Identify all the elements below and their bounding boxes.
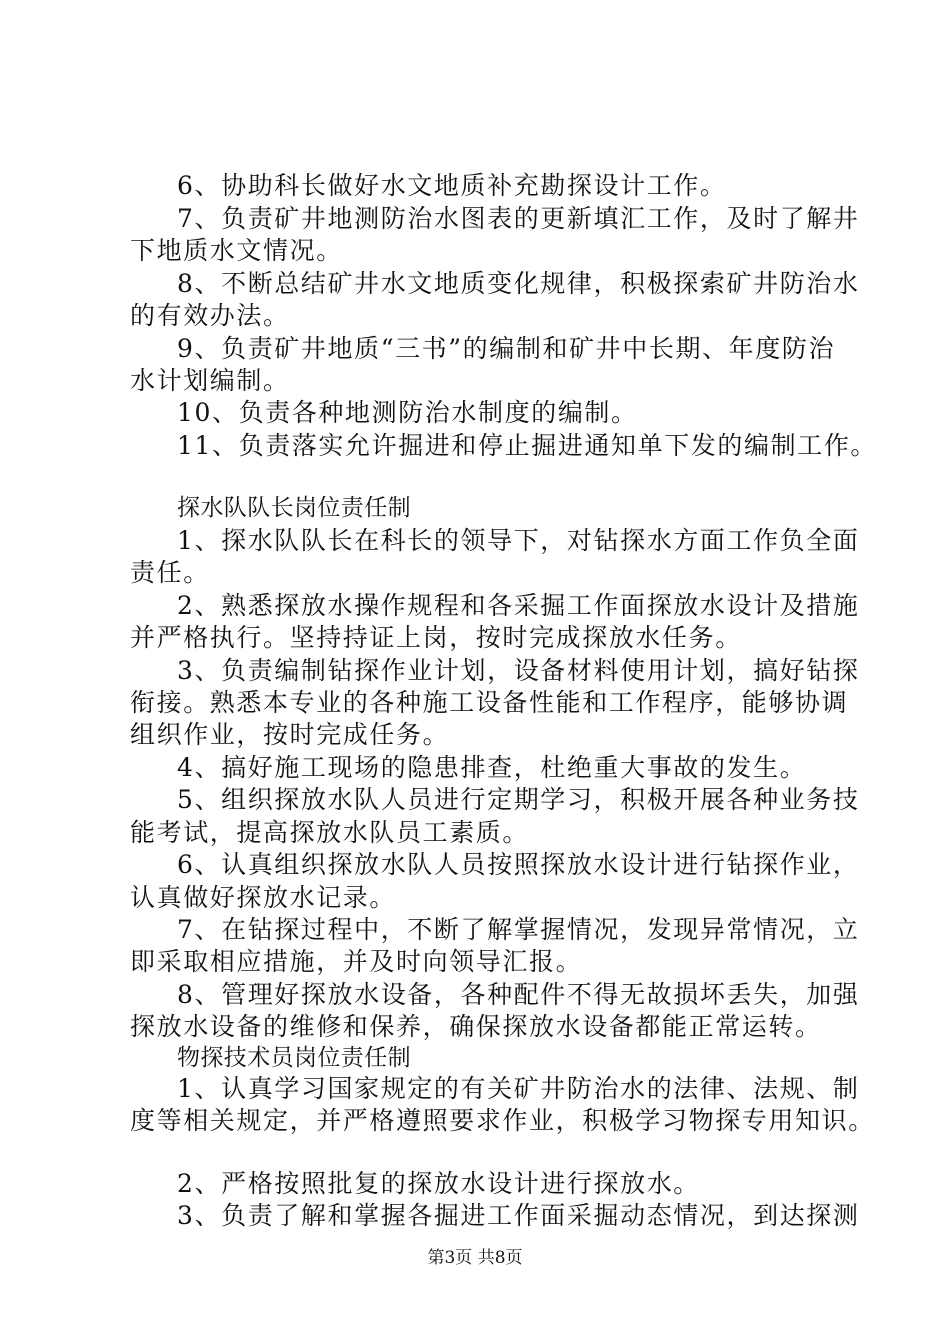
- section-heading: 物探技术员岗位责任制: [177, 1045, 411, 1071]
- text-line: 即采取相应措施，并及时向领导汇报。: [130, 947, 583, 976]
- text-line: 8、不断总结矿井水文地质变化规律，积极探索矿井防治水: [177, 269, 860, 298]
- text-line: 2、熟悉探放水操作规程和各采掘工作面探放水设计及措施: [177, 591, 860, 620]
- text-line: 9、负责矿井地质“三书”的编制和矿井中长期、年度防治: [177, 334, 836, 363]
- text-line: 下地质水文情况。: [130, 236, 343, 265]
- text-line: 水计划编制。: [130, 366, 290, 395]
- text-line: 1、认真学习国家规定的有关矿井防治水的法律、法规、制: [177, 1074, 860, 1103]
- text-line: 衔接。熟悉本专业的各种施工设备性能和工作程序，能够协调: [130, 688, 849, 717]
- text-line: 5、组织探放水队人员进行定期学习，积极开展各种业务技: [177, 785, 860, 814]
- text-line: 3、负责了解和掌握各掘进工作面采掘动态情况，到达探测: [177, 1201, 860, 1230]
- text-line: 8、管理好探放水设备，各种配件不得无故损坏丢失，加强: [177, 980, 860, 1009]
- section-heading: 探水队队长岗位责任制: [177, 495, 411, 521]
- text-line: 2、严格按照批复的探放水设计进行探放水。: [177, 1169, 700, 1198]
- text-line: 7、负责矿井地测防治水图表的更新填汇工作，及时了解井: [177, 204, 860, 233]
- page-number-footer: 第3页 共8页: [427, 1248, 523, 1268]
- text-line: 11、负责落实允许掘进和停止掘进通知单下发的编制工作。: [177, 431, 878, 460]
- text-line: 4、搞好施工现场的隐患排查，杜绝重大事故的发生。: [177, 753, 807, 782]
- text-line: 1、探水队队长在科长的领导下，对钻探水方面工作负全面: [177, 526, 860, 555]
- text-line: 责任。: [130, 558, 210, 587]
- text-line: 认真做好探放水记录。: [130, 883, 397, 912]
- text-line: 6、认真组织探放水队人员按照探放水设计进行钻探作业，: [177, 850, 860, 879]
- text-line: 并严格执行。坚持持证上岗，按时完成探放水任务。: [130, 623, 742, 652]
- text-line: 能考试，提高探放水队员工素质。: [130, 818, 530, 847]
- text-line: 10、负责各种地测防治水制度的编制。: [177, 398, 638, 427]
- text-line: 探放水设备的维修和保养，确保探放水设备都能正常运转。: [130, 1012, 822, 1041]
- text-line: 度等相关规定，并严格遵照要求作业，积极学习物探专用知识。: [130, 1106, 875, 1135]
- text-line: 7、在钻探过程中，不断了解掌握情况，发现异常情况，立: [177, 915, 860, 944]
- text-line: 6、协助科长做好水文地质补充勘探设计工作。: [177, 171, 727, 200]
- text-line: 组织作业，按时完成任务。: [130, 720, 450, 749]
- text-line: 3、负责编制钻探作业计划，设备材料使用计划，搞好钻探: [177, 656, 860, 685]
- text-line: 的有效办法。: [130, 301, 290, 330]
